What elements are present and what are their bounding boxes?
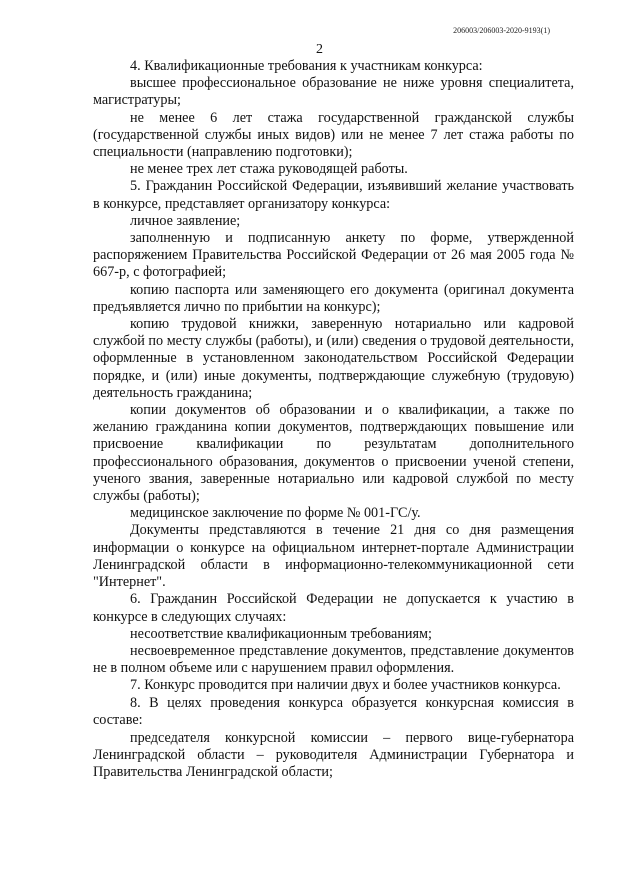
exclusion-qualification: несоответствие квалификационным требованиям; bbox=[130, 625, 432, 642]
section-6-heading: 6. Гражданин Российской Федерации не допускается к участию в конкурсе в следующих случаях: bbox=[93, 591, 574, 625]
requirement-management: не менее трех лет стажа руководящей работы. bbox=[130, 161, 408, 178]
requirement-education: высшее профессиональное образование не ниже уровня специалитета, магистратуры; bbox=[93, 75, 574, 109]
exclusion-late-submission: несвоевременное представление документов, представление документов не в полном объеме или с нарушением правил оформления. bbox=[93, 642, 574, 677]
section-8-heading: 8. В целях проведения конкурса образуется конкурсная комиссия в составе: bbox=[93, 694, 574, 728]
submission-deadline: Документы представляются в течение 21 дня со дня размещения информации о конкурсе на официальном интернет-портале Администрации Ленинградской области в информационно-телекоммуникационной сети "Интернет". bbox=[93, 522, 574, 591]
doc-education: копии документов об образовании и о квалификации, а также по желанию гражданина копии документов, подтверждающих повышение или присвоение квалификации по результатам дополнительного профессионального образования, документов о присвоении ученой степени, ученого звания, заверенные нотариально или кадровой службой по месту службы (работы); bbox=[93, 402, 574, 505]
doc-questionnaire: заполненную и подписанную анкету по форме, утвержденной распоряжением Правительства Российской Федерации от 26 мая 2005 года № 667-р, с фотографией; bbox=[93, 230, 574, 281]
document-body bbox=[93, 58, 574, 782]
section-4-heading: 4. Квалификационные требования к участникам конкурса: bbox=[130, 58, 483, 74]
section-5-heading: 5. Гражданин Российской Федерации, изъявивший желание участвовать в конкурсе, представляет организатору конкурса: bbox=[93, 178, 574, 212]
requirement-experience: не менее 6 лет стажа государственной гражданской службы (государственной службы иных видов) или не менее 7 лет стажа работы по специальности (направлению подготовки); bbox=[93, 109, 574, 161]
doc-passport: копию паспорта или заменяющего его документа (оригинал документа предъявляется лично по прибытии на конкурс); bbox=[93, 281, 574, 315]
document-id: 206003/206003-2020-9193(1) bbox=[453, 26, 550, 35]
page-number: 2 bbox=[316, 42, 323, 57]
doc-employment-record: копию трудовой книжки, заверенную нотариально или кадровой службой по месту службы (работы), и (или) сведения о трудовой деятельности, оформленные в установленном законодательством Российской Федерации порядке, и (или) иные документы, подтверждающие служебную (трудовую) деятельность гражданина; bbox=[93, 316, 574, 401]
commission-chair: председателя конкурсной комиссии – первого вице-губернатора Ленинградской области – руководителя Администрации Губернатора и Правительства Ленинградской области; bbox=[93, 729, 574, 781]
section-7: 7. Конкурс проводится при наличии двух и более участников конкурса. bbox=[130, 677, 561, 694]
doc-medical: медицинское заключение по форме № 001-ГС/у. bbox=[130, 505, 421, 522]
doc-application: личное заявление; bbox=[130, 212, 241, 229]
